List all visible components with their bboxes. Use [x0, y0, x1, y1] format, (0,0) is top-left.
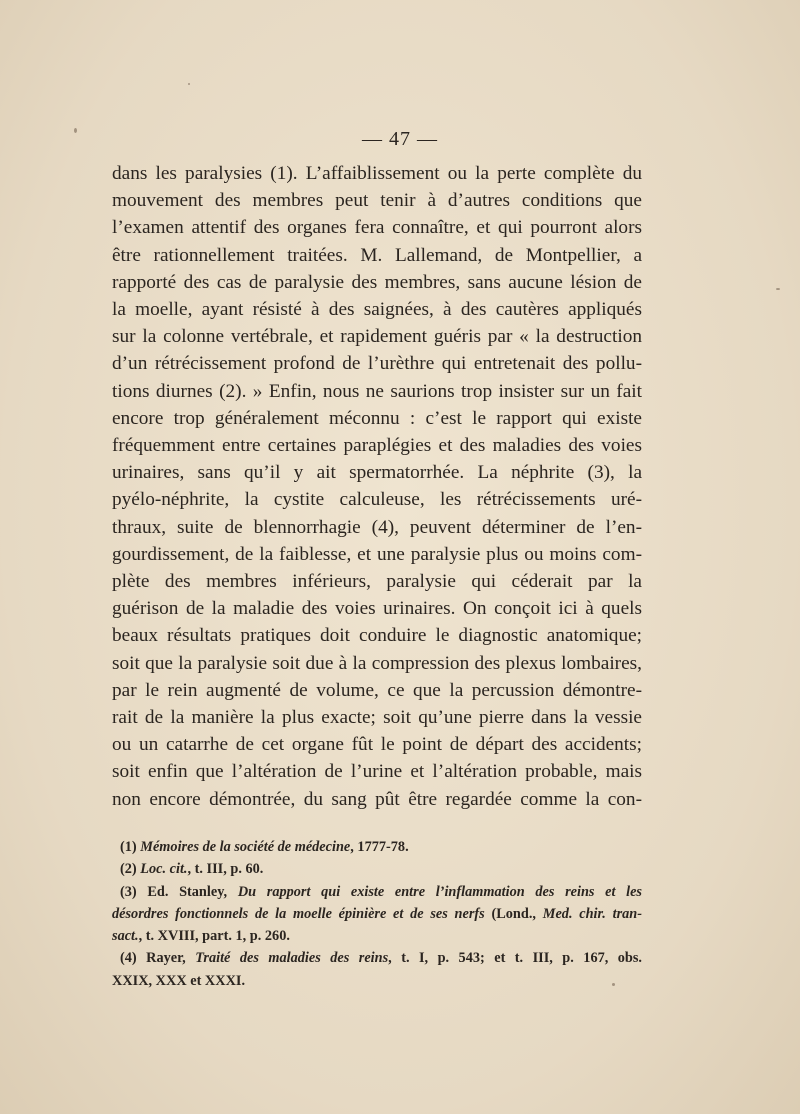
- footnote-title: Mémoires de la société de médecine: [140, 839, 351, 855]
- footnote-number: (2): [120, 861, 141, 878]
- text-line: d’un rétrécissement profond de l’urèthre qui entretenait des pollu-: [112, 353, 642, 375]
- text-line: encore trop généralement méconnu : c’est le rapport qui existe: [112, 407, 642, 429]
- text-line: tions diurnes (2). » Enfin, nous ne saurions trop insister sur un fait: [112, 380, 642, 402]
- footnote-title: désordres fonctionnels de la moelle épinière et de ses nerfs: [112, 905, 485, 922]
- footnote-journal: sact.: [112, 928, 139, 945]
- footnote-2: [112, 858, 642, 880]
- page-number: — 47 —: [362, 128, 438, 150]
- text-line: la moelle, ayant résisté à des saignées, à des cautères appliqués: [112, 299, 642, 321]
- footnotes: [112, 836, 642, 992]
- text-line: sur la colonne vertébrale, et rapidement guéris par « la destruction: [112, 326, 642, 348]
- footnote-ref: (Lond.,: [484, 905, 543, 922]
- paper-speck: [74, 128, 77, 133]
- text-line: l’examen attentif des organes fera connaître, et qui pourront alors: [112, 217, 642, 239]
- text-line: être rationnellement traitées. M. Lallemand, de Montpellier, a: [112, 244, 642, 266]
- footnote-ref: , t. XVIII, part. 1, p. 260.: [138, 928, 290, 945]
- footnote-journal: Med. chir. tran-: [542, 905, 643, 922]
- footnote-author: Rayer,: [146, 950, 196, 967]
- footnote-author: Ed. Stanley,: [147, 883, 238, 900]
- footnote-1: [112, 836, 642, 858]
- footnote-4: [112, 947, 642, 992]
- text-line: plète des membres inférieurs, paralysie qui céderait par la: [112, 571, 642, 593]
- text-line: soit enfin que l’altération de l’urine et l’altération probable, mais: [112, 761, 642, 783]
- text-line: thraux, suite de blennorrhagie (4), peuvent déterminer de l’en-: [112, 516, 642, 538]
- footnote-number: (1): [120, 839, 141, 855]
- text-line: beaux résultats pratiques doit conduire le diagnostic anatomique;: [112, 625, 642, 647]
- text-line: soit que la paralysie soit due à la compression des plexus lombaires,: [112, 652, 642, 674]
- text-line: rait de la manière la plus exacte; soit qu’une pierre dans la vessie: [112, 707, 642, 729]
- footnote-ref: , t. I, p. 543; et t. III, p. 167, obs.: [388, 950, 643, 967]
- footnote-title: Loc. cit.: [140, 861, 188, 878]
- text-line: non encore démontrée, du sang pût être regardée comme la con-: [112, 788, 642, 810]
- footnote-ref: XXIX, XXX et XXXI.: [112, 972, 246, 989]
- footnote-number: (4): [120, 950, 147, 967]
- footnote-number: (3): [120, 883, 148, 900]
- text-line: ou un catarrhe de cet organe fût le point de départ des accidents;: [112, 734, 642, 756]
- text-line: gourdissement, de la faiblesse, et une paralysie plus ou moins com-: [112, 543, 642, 565]
- text-line: mouvement des membres peut tenir à d’autres conditions que: [112, 190, 642, 212]
- paper-speck: [776, 288, 780, 290]
- text-line: guérison de la maladie des voies urinaires. On conçoit ici à quels: [112, 598, 642, 620]
- text-line: rapporté des cas de paralysie des membres, sans aucune lésion de: [112, 271, 642, 293]
- body-text: [112, 160, 642, 813]
- text-line: par le rein augmenté de volume, ce que la percussion démontre-: [112, 679, 642, 701]
- paper-speck: [612, 983, 615, 986]
- paper-speck: [188, 83, 190, 85]
- footnote-title: Du rapport qui existe entre l’inflammation des reins et les: [237, 883, 642, 900]
- text-line: pyélo-néphrite, la cystite calculeuse, les rétrécissements uré-: [112, 489, 642, 511]
- text-line: fréquemment entre certaines paraplégies et des maladies des voies: [112, 435, 642, 457]
- footnote-title: Traité des maladies des reins: [195, 950, 389, 967]
- text-line: dans les paralysies (1). L’affaiblissement ou la perte complète du: [112, 163, 642, 184]
- footnote-ref: , t. III, p. 60.: [187, 861, 264, 878]
- footnote-3: [112, 881, 642, 948]
- text-line: urinaires, sans qu’il y ait spermatorrhée. La néphrite (3), la: [112, 462, 642, 484]
- footnote-ref: , 1777-78.: [350, 839, 409, 855]
